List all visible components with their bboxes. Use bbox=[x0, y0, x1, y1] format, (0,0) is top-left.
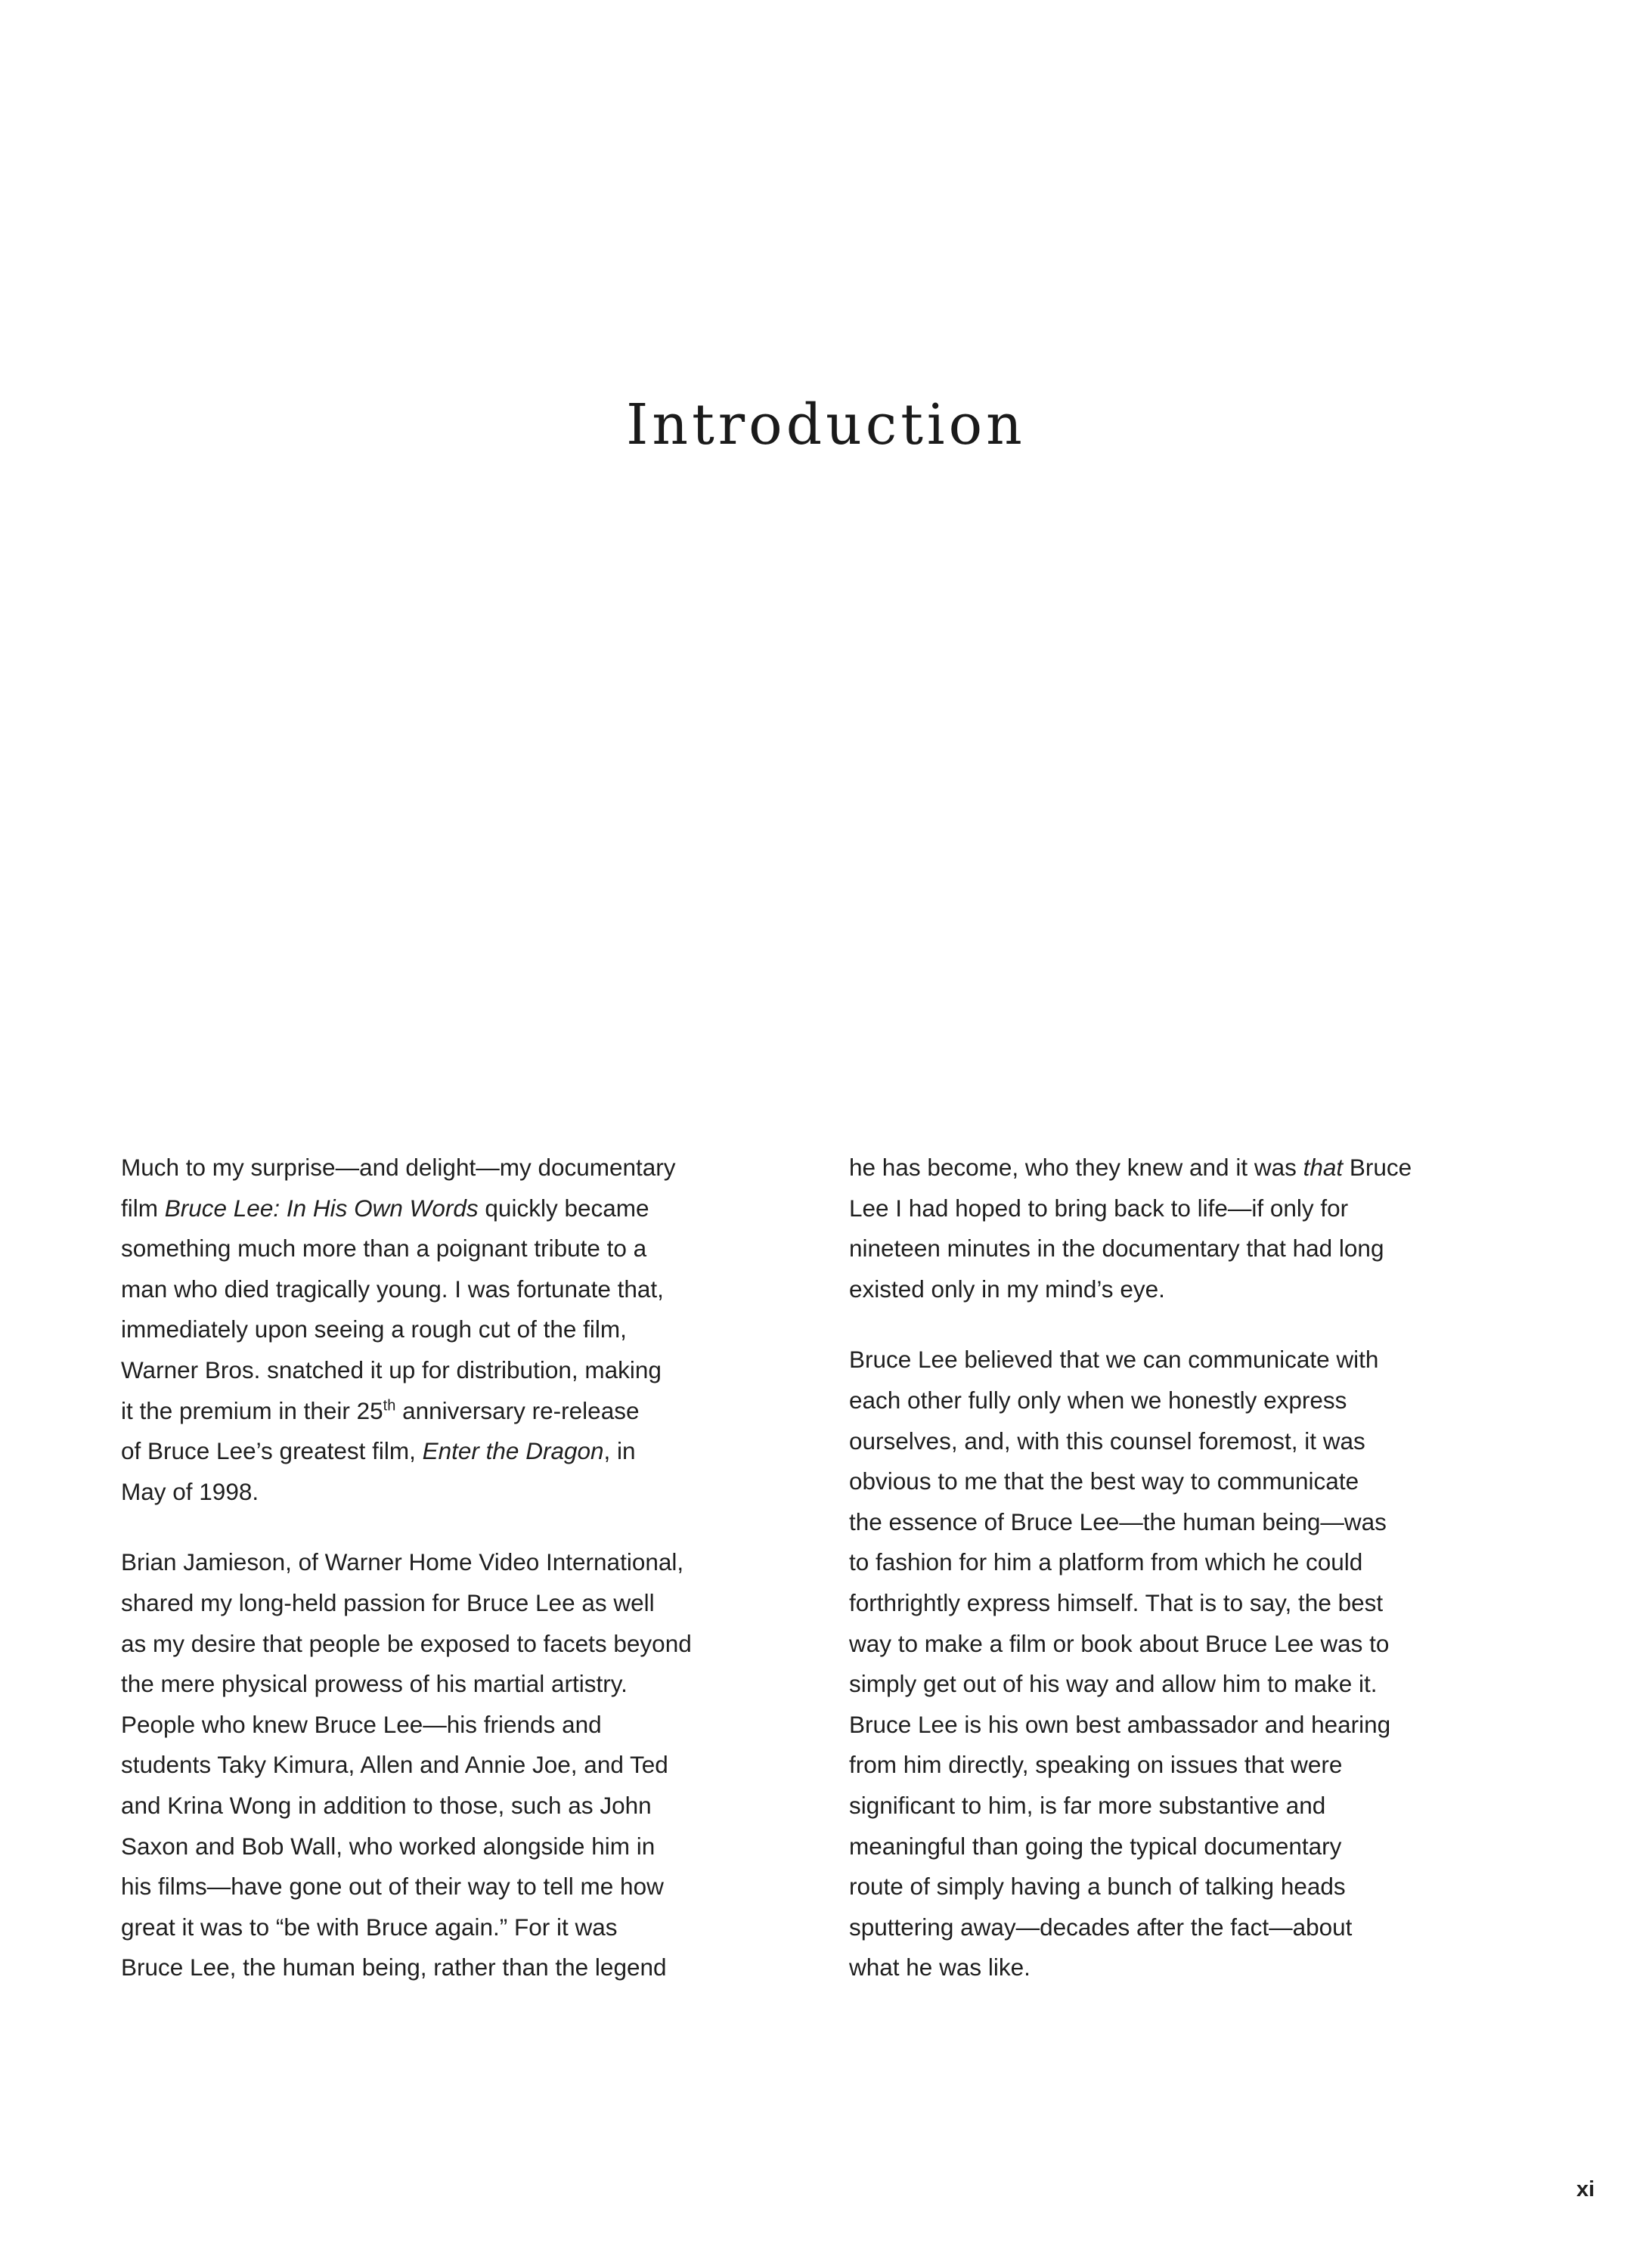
text-line: sputtering away—decades after the fact—about bbox=[849, 1913, 1353, 1941]
paragraph bbox=[121, 1148, 805, 1512]
text-line: the essence of Bruce Lee—the human being—was bbox=[849, 1507, 1387, 1535]
text-line: something much more than a poignant tribute to a bbox=[121, 1235, 647, 1263]
page-number: xi bbox=[1576, 2177, 1595, 2201]
text-line: route of simply having a bunch of talking heads bbox=[849, 1873, 1346, 1901]
text-line: significant to him, is far more substantive and bbox=[849, 1791, 1326, 1819]
text-line: nineteen minutes in the documentary that had long bbox=[849, 1235, 1384, 1263]
text-line: Brian Jamieson, of Warner Home Video International, bbox=[121, 1548, 684, 1576]
text-line-with-italic-title: of Bruce Lee’s greatest film, Enter the Dragon, in bbox=[121, 1437, 636, 1465]
text-line-with-italic-title: film Bruce Lee: In His Own Words quickly became bbox=[121, 1194, 649, 1222]
text-line: May of 1998. bbox=[121, 1477, 259, 1505]
paragraph bbox=[121, 1542, 805, 1988]
text-line: students Taky Kimura, Allen and Annie Joe, and Ted bbox=[121, 1751, 668, 1779]
text-line: great it was to “be with Bruce again.” For it was bbox=[121, 1913, 618, 1941]
text-line: Saxon and Bob Wall, who worked alongside him in bbox=[121, 1832, 656, 1860]
text-column-left bbox=[121, 1148, 805, 2019]
text-line: Warner Bros. snatched it up for distribution, making bbox=[121, 1356, 662, 1383]
text-line: People who knew Bruce Lee—his friends and bbox=[121, 1710, 602, 1738]
text-line: way to make a film or book about Bruce Lee was to bbox=[849, 1629, 1390, 1657]
text-line: obvious to me that the best way to communicate bbox=[849, 1467, 1359, 1495]
text-line: forthrightly express himself. That is to say, the best bbox=[849, 1588, 1384, 1616]
text-column-right bbox=[849, 1148, 1533, 2019]
text-line: ourselves, and, with this counsel foremost, it was bbox=[849, 1427, 1365, 1455]
text-line: man who died tragically young. I was fortunate that, bbox=[121, 1275, 664, 1303]
text-line-with-italic-word: he has become, who they knew and it was that Bruce bbox=[849, 1154, 1412, 1181]
page-title: Introduction bbox=[626, 392, 1026, 457]
text-line: immediately upon seeing a rough cut of the film, bbox=[121, 1315, 627, 1343]
text-line: simply get out of his way and allow him to make it. bbox=[849, 1670, 1378, 1698]
text-line: Bruce Lee is his own best ambassador and hearing bbox=[849, 1710, 1391, 1738]
text-line: the mere physical prowess of his martial artistry. bbox=[121, 1670, 628, 1698]
text-line: Bruce Lee, the human being, rather than the legend bbox=[121, 1954, 667, 1981]
text-line: and Krina Wong in addition to those, such as John bbox=[121, 1791, 652, 1819]
text-line-with-superscript: it the premium in their 25th anniversary re-release bbox=[121, 1396, 640, 1424]
text-line: to fashion for him a platform from which he could bbox=[849, 1548, 1363, 1576]
text-line: as my desire that people be exposed to facets beyond bbox=[121, 1629, 692, 1657]
text-line: each other fully only when we honestly express bbox=[849, 1386, 1347, 1414]
paragraph bbox=[849, 1148, 1533, 1309]
text-line: meaningful than going the typical documentary bbox=[849, 1832, 1342, 1860]
text-line: shared my long-held passion for Bruce Lee as well bbox=[121, 1588, 655, 1616]
text-line: Much to my surprise—and delight—my documentary bbox=[121, 1154, 676, 1181]
text-line: what he was like. bbox=[849, 1954, 1031, 1981]
paragraph bbox=[849, 1340, 1533, 1988]
text-line: Bruce Lee believed that we can communicate with bbox=[849, 1346, 1379, 1374]
text-line: his films—have gone out of their way to tell me how bbox=[121, 1873, 664, 1901]
text-line: from him directly, speaking on issues that were bbox=[849, 1751, 1343, 1779]
text-line: existed only in my mind’s eye. bbox=[849, 1275, 1165, 1303]
text-line: Lee I had hoped to bring back to life—if only for bbox=[849, 1194, 1349, 1222]
